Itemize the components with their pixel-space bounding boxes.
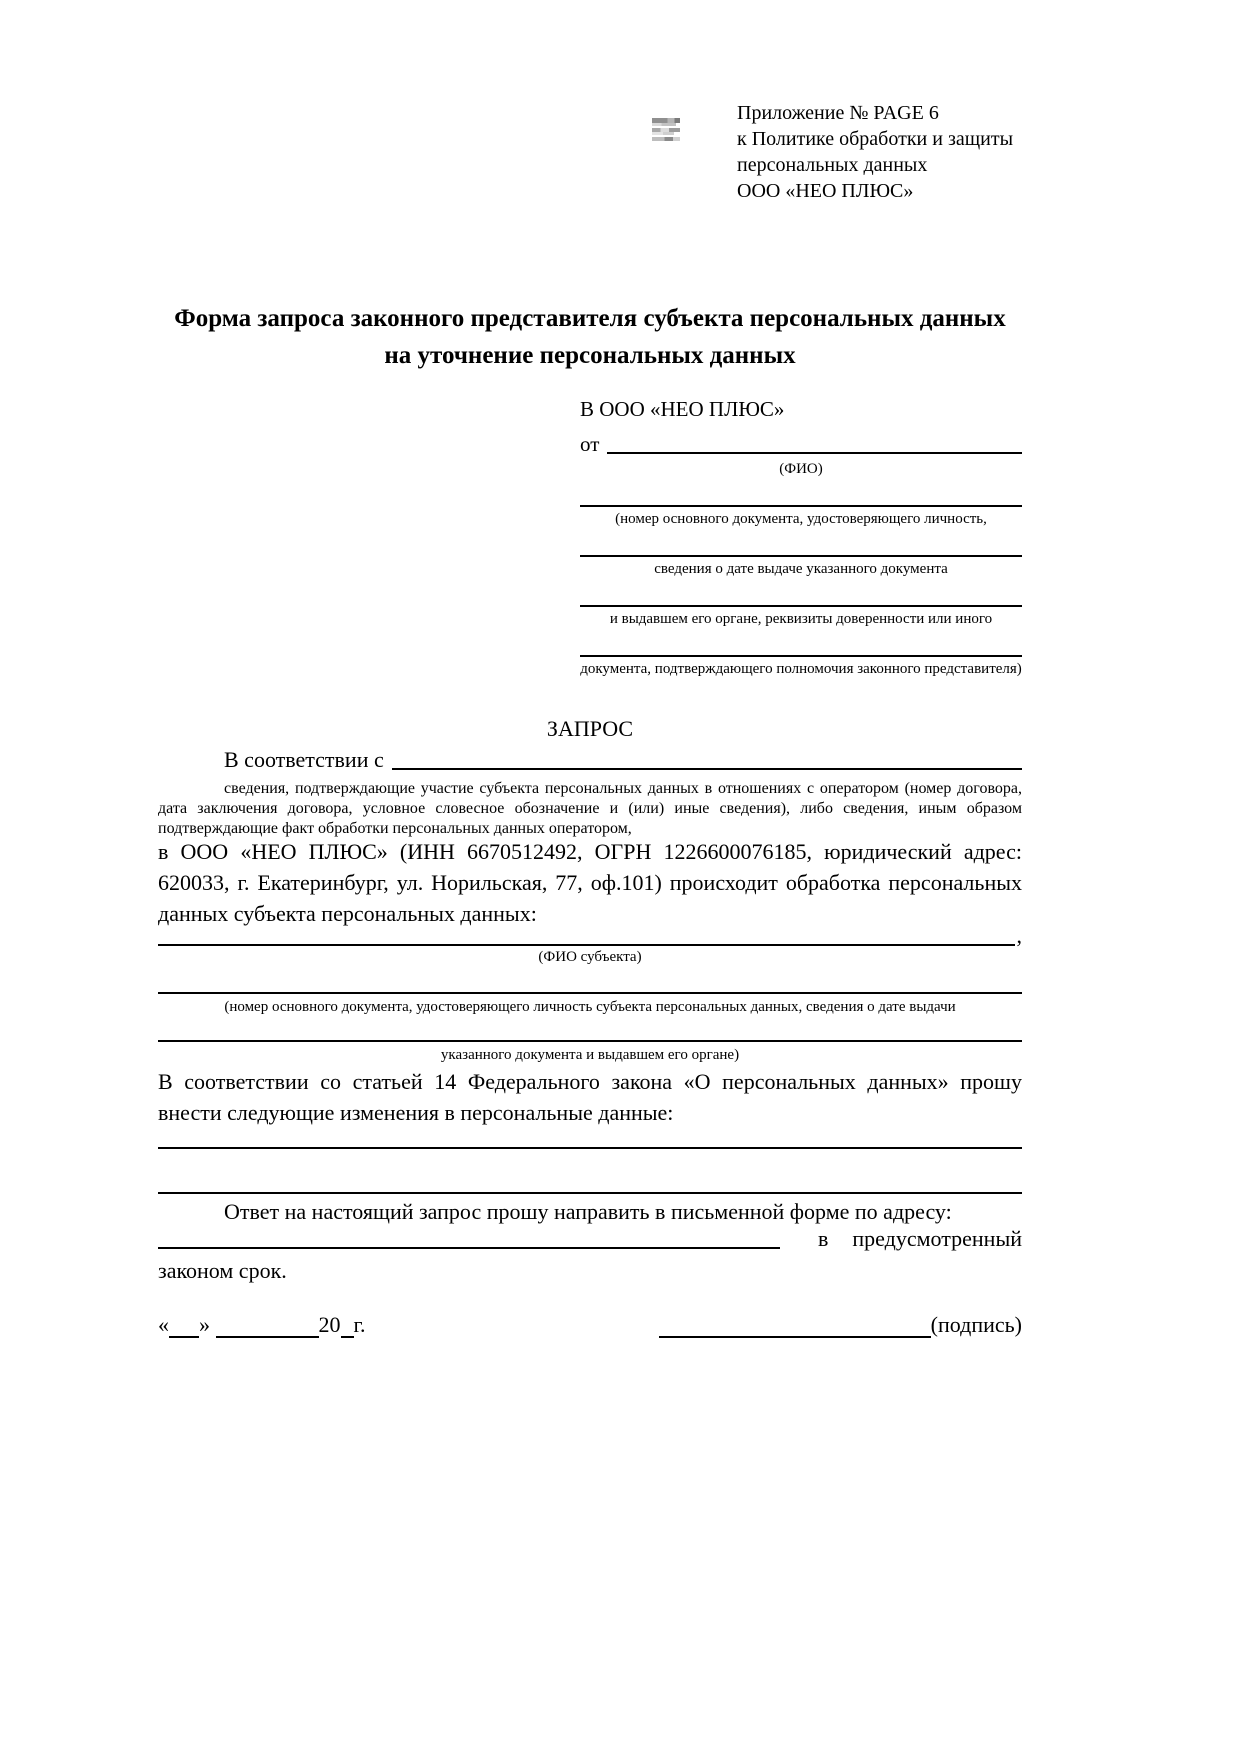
from-label: от bbox=[580, 432, 600, 456]
subject-line-comma: , bbox=[1016, 923, 1022, 948]
fill-group-document-number bbox=[580, 505, 1022, 528]
fill-line-authority-document bbox=[580, 655, 1022, 657]
fill-line-month bbox=[216, 1314, 319, 1338]
fill-group-issue-date bbox=[580, 555, 1022, 578]
appendix-header-line: персональных данных bbox=[737, 154, 928, 176]
form-title-line2: на уточнение персональных данных bbox=[384, 342, 796, 369]
fill-group-authority-document bbox=[580, 655, 1022, 678]
addressee-block bbox=[580, 396, 1022, 678]
appendix-header-line: Приложение № PAGE 6 bbox=[737, 102, 939, 124]
fill-line-signature bbox=[659, 1314, 931, 1338]
fill-line-subject-document bbox=[158, 992, 1022, 994]
fill-line-document-number bbox=[580, 505, 1022, 507]
appendix-header bbox=[737, 100, 1057, 204]
blurred-text-artifact-icon bbox=[652, 118, 680, 142]
date-year-prefix: 20 bbox=[318, 1312, 341, 1337]
date-year-suffix: г. bbox=[353, 1312, 366, 1337]
fill-line-subject-document2 bbox=[158, 1040, 1022, 1042]
caption-subject-fio: (ФИО субъекта) bbox=[538, 949, 642, 965]
caption-subject-document2: указанного документа и выдавшем его органе) bbox=[440, 1047, 740, 1063]
appendix-header-line: к Политике обработки и защиты bbox=[737, 128, 1014, 150]
basis-footnote: сведения, подтверждающие участие субъекта персональных данных в отношениях с оператором (номер договора, дата заключения договора, условное словесное обозначение и (или) иные сведения), либо сведения, иным образом подтверждающие факт обработки персональных данных оператором, bbox=[158, 780, 1022, 837]
fill-line-subject-name bbox=[158, 944, 1015, 946]
in-accordance-row bbox=[158, 746, 1022, 773]
appendix-header-line: ООО «НЕО ПЛЮС» bbox=[737, 180, 914, 202]
operator-paragraph: в ООО «НЕО ПЛЮС» (ИНН 6670512492, ОГРН 1226600076185, юридический адрес: 620033, г. Екатеринбург, ул. Норильская, 77, оф.101) происходит обработка персональных данных субъекта персональных данных: bbox=[158, 839, 1022, 926]
reply-end-word: предусмотренный bbox=[852, 1226, 1022, 1251]
caption-subject-document: (номер основного документа, удостоверяющего личность субъекта персональных данных, сведения о дате выдачи bbox=[224, 999, 956, 1015]
signature-row bbox=[158, 1310, 1022, 1338]
request-heading: ЗАПРОС bbox=[546, 716, 634, 741]
from-row bbox=[580, 431, 1022, 457]
fill-line-issuing-authority bbox=[580, 605, 1022, 607]
signature-caption: (подпись) bbox=[930, 1312, 1022, 1337]
caption-authority-document: документа, подтверждающего полномочия законного представителя) bbox=[580, 661, 1022, 677]
form-title-line1: Форма запроса законного представителя субъекта персональных данных bbox=[174, 305, 1006, 332]
fill-group-issuing-authority bbox=[580, 605, 1022, 628]
reply-mid-word: в bbox=[818, 1226, 829, 1251]
addressee-to: В ООО «НЕО ПЛЮС» bbox=[580, 397, 785, 421]
form-title bbox=[158, 300, 1022, 374]
reply-address-row bbox=[158, 1226, 1022, 1252]
reply-sentence: Ответ на настоящий запрос прошу направить в письменной форме по адресу: bbox=[224, 1199, 952, 1224]
date-quote-close: » bbox=[199, 1312, 210, 1337]
in-accordance-prefix: В соответствии с bbox=[224, 747, 384, 772]
caption-fio: (ФИО) bbox=[779, 461, 823, 477]
date-field bbox=[158, 1312, 366, 1338]
caption-issue-date: сведения о дате выдаче указанного документа bbox=[654, 561, 948, 577]
caption-issuing-authority: и выдавшем его органе, реквизиты доверенности или иного bbox=[609, 611, 993, 627]
fill-line-representative-name bbox=[607, 452, 1022, 454]
subject-name-row bbox=[158, 924, 1022, 946]
signature-field bbox=[659, 1312, 1022, 1338]
fill-line-basis bbox=[392, 768, 1022, 770]
fill-line-changes-2 bbox=[158, 1192, 1022, 1194]
fill-line-changes-1 bbox=[158, 1147, 1022, 1149]
article14-paragraph: В соответствии со статьей 14 Федерального закона «О персональных данных» прошу внести следующие изменения в персональные данные: bbox=[158, 1069, 1022, 1125]
fill-line-issue-date bbox=[580, 555, 1022, 557]
fill-line-day bbox=[169, 1314, 199, 1338]
reply-tail: законом срок. bbox=[158, 1258, 287, 1283]
caption-document-number: (номер основного документа, удостоверяющего личность, bbox=[615, 511, 987, 527]
fill-line-year bbox=[341, 1314, 354, 1338]
fill-line-reply-address bbox=[158, 1247, 780, 1249]
date-quote-open: « bbox=[158, 1312, 169, 1337]
